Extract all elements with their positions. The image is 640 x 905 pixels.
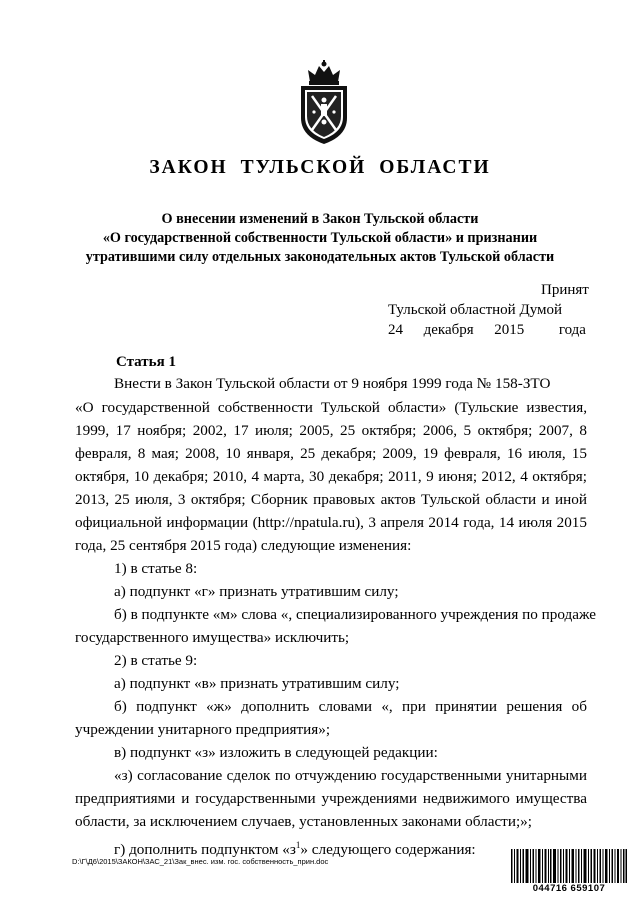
body-line: «з) согласование сделок по отчуждению государственными унитарными (114, 767, 587, 784)
adopted-date (388, 320, 586, 340)
subtitle-line: «О государственной собственности Тульской области» и признании (102, 230, 538, 246)
body-line: официальной информации (http://npatula.ru), 3 апреля 2014 года, 14 июля 2015 (75, 514, 587, 531)
body-line: области, за исключением случаев, установленных законами области;»; (75, 813, 532, 830)
last-line-before: г) дополнить подпунктом «з (114, 841, 296, 859)
coat-of-arms-emblem (294, 60, 354, 146)
subtitle-line: утратившими силу отдельных законодательных актов Тульской области (85, 249, 555, 265)
barcode-number: 044716 659107 (511, 883, 627, 895)
body-line: б) подпункт «ж» дополнить словами «, при принятии решения об (114, 698, 587, 715)
body-line: государственного имущества» исключить; (75, 629, 350, 646)
body-line: предприятиями и государственными учреждениями недвижимого имущества (75, 790, 587, 807)
adopted-year: 2015 (494, 322, 525, 338)
article-heading: Статья 1 (116, 354, 176, 370)
body-line: 1) в статье 8: (114, 560, 198, 577)
body-line: 1999, 17 ноября; 2002, 17 июля; 2005, 25 октября; 2006, 5 октября; 2007, 8 (75, 422, 587, 439)
body-line: а) подпункт «в» признать утратившим силу; (114, 675, 400, 692)
adopted-month: декабря (423, 322, 474, 338)
body-line: а) подпункт «г» признать утратившим силу; (114, 583, 399, 600)
body-line: в) подпункт «з» изложить в следующей редакции: (114, 744, 438, 761)
body-line: года, 25 сентября 2015 года) следующие изменения: (75, 537, 412, 554)
last-line-superscript: 1 (295, 840, 301, 850)
body-line: «О государственной собственности Тульской области» (Тульские известия, (75, 399, 587, 416)
file-path-footer: D:\Г\Д6\2015\ЗАКОН\ЗАС_21\Зак_внес. изм. гос. собственность_прин.doc (72, 857, 329, 866)
adopted-label: Принят (541, 282, 589, 298)
body-line: б) в подпункте «м» слова «, специализированного учреждения по продаже (114, 606, 596, 623)
adopted-day: 24 (388, 322, 403, 338)
body-line: Внести в Закон Тульской области от 9 ноября 1999 года № 158-ЗТО (114, 375, 551, 392)
adopted-year-word: года (558, 322, 586, 338)
body-line: февраля, 8 мая; 2008, 10 января, 25 декабря; 2009, 19 февраля, 16 июля, 15 (75, 445, 587, 462)
body-line: учреждении унитарного предприятия»; (75, 721, 331, 738)
body-line: 2013, 25 июля, 3 октября; Сборник правовых актов Тульской области и иной (75, 491, 587, 508)
law-title: ЗАКОН ТУЛЬСКОЙ ОБЛАСТИ (149, 157, 491, 178)
body-line: октября, 10 декабря; 2010, 4 марта, 30 декабря; 2011, 9 июня; 2012, 4 октября; (75, 468, 587, 485)
adopted-by: Тульской областной Думой (388, 302, 563, 318)
body-line: 2) в статье 9: (114, 652, 198, 669)
subtitle-line: О внесении изменений в Закон Тульской области (161, 211, 479, 227)
last-line-after: » следующего содержания: (300, 841, 476, 859)
law-subtitle (50, 210, 590, 267)
